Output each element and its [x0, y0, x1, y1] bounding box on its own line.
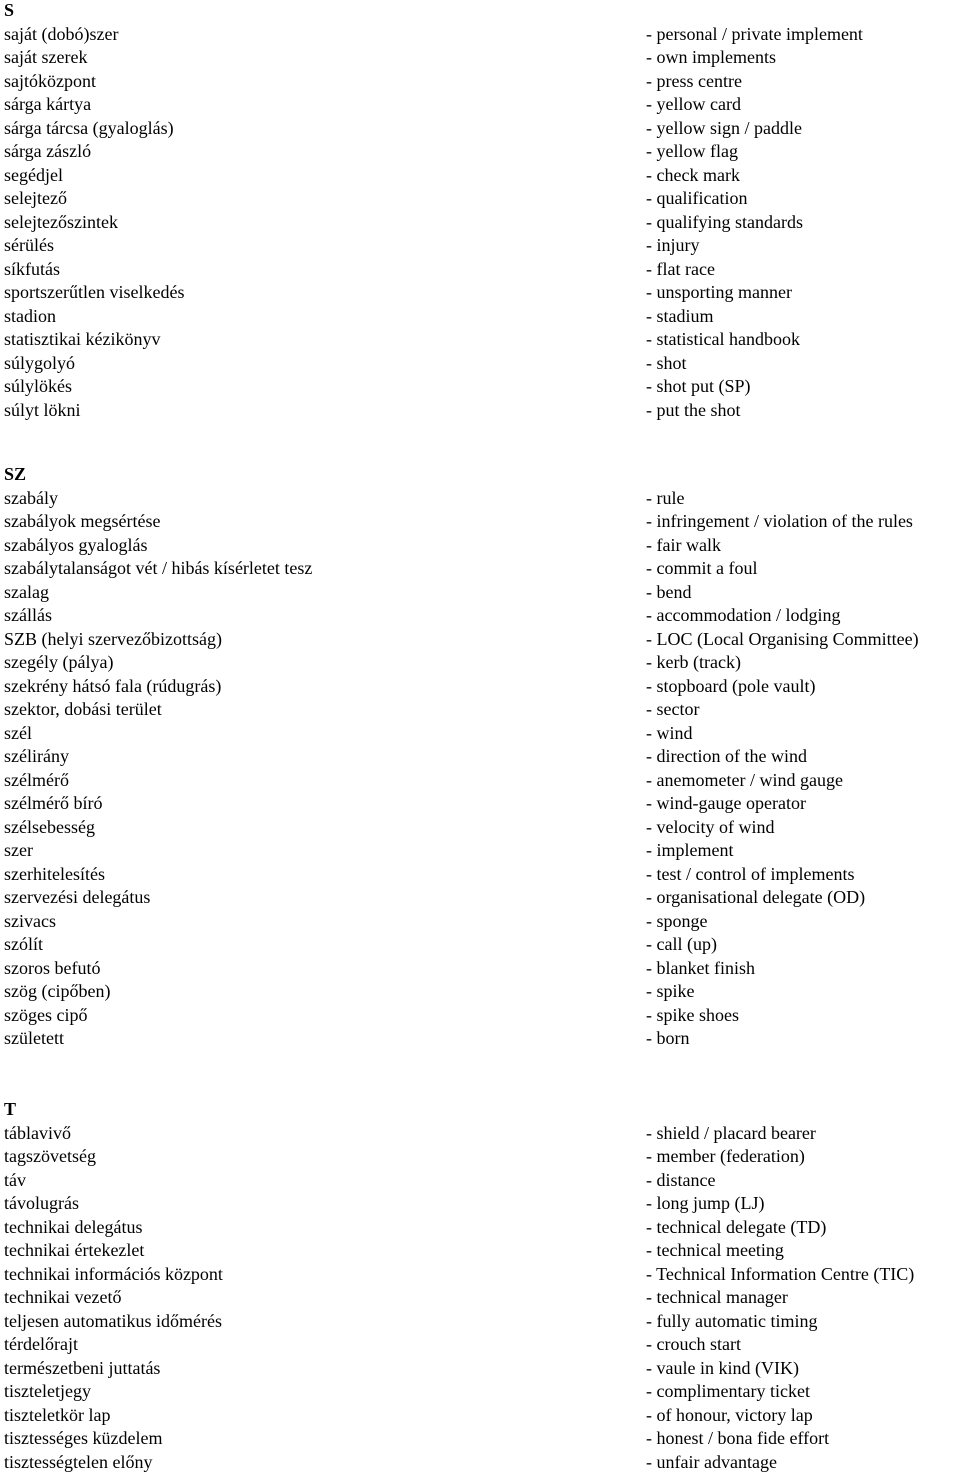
english-term: - yellow flag: [646, 141, 738, 161]
english-term: - put the shot: [646, 399, 741, 420]
hungarian-term: szektor, dobási terület: [4, 699, 162, 719]
glossary-entry: [0, 140, 960, 164]
english-term: - velocity of wind: [646, 816, 775, 837]
hungarian-term: súlygolyó: [4, 352, 76, 373]
english-term: - infringement / violation of the rules: [646, 511, 913, 531]
hungarian-term: szervezési delegátus: [4, 887, 151, 907]
english-term: - kerb (track): [646, 652, 741, 672]
hungarian-term: szerhitelesítés: [4, 863, 105, 884]
english-term: - direction of the wind: [646, 746, 807, 766]
glossary-entry: [0, 839, 960, 863]
glossary-entry: [0, 328, 960, 352]
english-term: - commit a foul: [646, 558, 758, 578]
glossary-entry: [0, 769, 960, 793]
hungarian-term: síkfutás: [4, 258, 60, 279]
english-term: - yellow sign / paddle: [646, 117, 802, 138]
english-term: - anemometer / wind gauge: [646, 769, 843, 790]
glossary-entry: [0, 117, 960, 141]
english-term: - press centre: [646, 70, 742, 91]
glossary-entry: [0, 698, 960, 722]
glossary-entry: [0, 604, 960, 628]
hungarian-term: selejtező: [4, 188, 67, 208]
glossary-entry: [0, 46, 960, 70]
hungarian-term: statisztikai kézikönyv: [4, 329, 161, 349]
english-term: - vaule in kind (VIK): [646, 1357, 799, 1378]
glossary-entry: [0, 1169, 960, 1193]
glossary-entry: [0, 510, 960, 534]
english-term: - Technical Information Centre (TIC): [646, 1263, 915, 1284]
english-term: - crouch start: [646, 1334, 741, 1354]
hungarian-term: távolugrás: [4, 1193, 79, 1213]
glossary-entry: [0, 1451, 960, 1475]
glossary-entry: [0, 352, 960, 376]
glossary-entry: [0, 1027, 960, 1051]
glossary-entry: [0, 933, 960, 957]
glossary-entry: [0, 1239, 960, 1263]
glossary-entry: [0, 23, 960, 47]
english-term: - long jump (LJ): [646, 1193, 765, 1213]
english-term: - fully automatic timing: [646, 1310, 818, 1331]
hungarian-term: szabályos gyaloglás: [4, 534, 148, 555]
english-term: - sector: [646, 699, 700, 719]
english-term: - unfair advantage: [646, 1451, 777, 1472]
glossary-entry: [0, 305, 960, 329]
english-term: - complimentary ticket: [646, 1381, 810, 1401]
english-term: - stopboard (pole vault): [646, 675, 816, 696]
glossary-entry: [0, 1192, 960, 1216]
glossary-entry: [0, 534, 960, 558]
english-term: - distance: [646, 1169, 716, 1190]
hungarian-term: természetbeni juttatás: [4, 1357, 161, 1378]
hungarian-term: technikai delegátus: [4, 1216, 143, 1237]
english-term: - check mark: [646, 164, 740, 185]
glossary-entry: [0, 70, 960, 94]
hungarian-term: sportszerűtlen viselkedés: [4, 282, 185, 302]
glossary-entry: [0, 93, 960, 117]
english-term: - technical manager: [646, 1287, 788, 1307]
glossary-entry: [0, 1333, 960, 1357]
glossary-entry: [0, 187, 960, 211]
hungarian-term: szöges cipő: [4, 1004, 88, 1025]
hungarian-term: táblavivő: [4, 1122, 71, 1143]
glossary-entry: [0, 1286, 960, 1310]
hungarian-term: sajtóközpont: [4, 70, 96, 91]
english-term: - implement: [646, 840, 734, 860]
hungarian-term: szélmérő: [4, 769, 69, 790]
glossary-entry: [0, 1145, 960, 1169]
english-term: - unsporting manner: [646, 282, 792, 302]
hungarian-term: szólít: [4, 934, 43, 954]
english-term: - injury: [646, 235, 700, 255]
english-term: - wind: [646, 722, 693, 743]
hungarian-term: szoros befutó: [4, 957, 101, 978]
hungarian-term: táv: [4, 1169, 26, 1190]
english-term: - fair walk: [646, 534, 721, 555]
hungarian-term: szabályok megsértése: [4, 511, 161, 531]
hungarian-term: tiszteletjegy: [4, 1381, 91, 1401]
english-term: - bend: [646, 581, 692, 602]
english-term: - sponge: [646, 910, 708, 931]
hungarian-term: született: [4, 1028, 64, 1048]
hungarian-term: stadion: [4, 305, 56, 326]
hungarian-term: tiszteletkör lap: [4, 1404, 111, 1425]
english-term: - yellow card: [646, 94, 741, 114]
glossary-entry: [0, 651, 960, 675]
glossary-entry: [0, 1380, 960, 1404]
english-term: - stadium: [646, 305, 714, 326]
glossary-entry: [0, 910, 960, 934]
english-term: - spike: [646, 981, 695, 1001]
hungarian-term: szivacs: [4, 910, 56, 931]
hungarian-term: szegély (pálya): [4, 652, 114, 672]
glossary-entry: [0, 1310, 960, 1334]
glossary-entry: [0, 1404, 960, 1428]
glossary-entry: [0, 375, 960, 399]
english-term: - blanket finish: [646, 957, 755, 978]
glossary-entry: [0, 234, 960, 258]
glossary-entry: [0, 211, 960, 235]
hungarian-term: technikai értekezlet: [4, 1240, 145, 1260]
hungarian-term: szög (cipőben): [4, 981, 111, 1001]
glossary-entry: [0, 164, 960, 188]
hungarian-term: sárga zászló: [4, 141, 92, 161]
hungarian-term: selejtezőszintek: [4, 211, 118, 232]
section-heading: T: [4, 1099, 17, 1119]
english-term: - shot: [646, 352, 687, 373]
glossary-entry: [0, 1122, 960, 1146]
hungarian-term: saját szerek: [4, 47, 88, 67]
hungarian-term: szekrény hátsó fala (rúdugrás): [4, 675, 222, 696]
hungarian-term: sárga tárcsa (gyaloglás): [4, 117, 174, 138]
glossary-entry: [0, 722, 960, 746]
section-heading: SZ: [4, 464, 27, 484]
hungarian-term: sérülés: [4, 235, 54, 255]
hungarian-term: szabály: [4, 487, 58, 508]
glossary-entry: [0, 957, 960, 981]
english-term: - honest / bona fide effort: [646, 1428, 830, 1448]
english-term: - technical delegate (TD): [646, 1216, 827, 1237]
english-term: - statistical handbook: [646, 329, 800, 349]
glossary-entry: [0, 675, 960, 699]
english-term: - personal / private implement: [646, 23, 863, 44]
glossary-entry: [0, 886, 960, 910]
english-term: - organisational delegate (OD): [646, 887, 866, 907]
english-term: - qualification: [646, 188, 748, 208]
glossary-entry: [0, 399, 960, 423]
hungarian-term: szélsebesség: [4, 816, 95, 837]
hungarian-term: szélirány: [4, 746, 69, 766]
glossary-entry: [0, 980, 960, 1004]
english-term: - spike shoes: [646, 1004, 739, 1025]
hungarian-term: súlyt lökni: [4, 399, 81, 420]
hungarian-term: súlylökés: [4, 376, 73, 396]
hungarian-term: SZB (helyi szervezőbizottság): [4, 628, 222, 649]
english-term: - qualifying standards: [646, 211, 803, 232]
hungarian-term: sárga kártya: [4, 94, 92, 114]
glossary-entry: [0, 1427, 960, 1451]
english-term: - technical meeting: [646, 1240, 784, 1260]
english-term: - shot put (SP): [646, 376, 751, 396]
hungarian-term: technikai vezető: [4, 1287, 122, 1307]
hungarian-term: szállás: [4, 605, 52, 625]
hungarian-term: tagszövetség: [4, 1146, 96, 1166]
hungarian-term: szalag: [4, 581, 49, 602]
hungarian-term: technikai információs központ: [4, 1263, 223, 1284]
english-term: - member (federation): [646, 1146, 805, 1166]
hungarian-term: saját (dobó)szer: [4, 23, 119, 44]
glossary-entry: [0, 1263, 960, 1287]
english-term: - rule: [646, 487, 685, 508]
glossary-entry: [0, 1004, 960, 1028]
hungarian-term: szélmérő bíró: [4, 793, 103, 813]
english-term: - accommodation / lodging: [646, 605, 841, 625]
glossary-entry: [0, 1357, 960, 1381]
hungarian-term: szer: [4, 840, 33, 860]
english-term: - call (up): [646, 934, 717, 954]
hungarian-term: tisztességes küzdelem: [4, 1428, 163, 1448]
glossary-entry: [0, 557, 960, 581]
glossary-entry: [0, 628, 960, 652]
english-term: - born: [646, 1028, 690, 1048]
glossary-entry: [0, 745, 960, 769]
glossary-entry: [0, 816, 960, 840]
hungarian-term: segédjel: [4, 164, 63, 185]
hungarian-term: térdelőrajt: [4, 1334, 78, 1354]
english-term: - flat race: [646, 258, 715, 279]
english-term: - of honour, victory lap: [646, 1404, 813, 1425]
glossary-entry: [0, 258, 960, 282]
hungarian-term: teljesen automatikus időmérés: [4, 1310, 222, 1331]
glossary-entry: [0, 792, 960, 816]
glossary-entry: [0, 281, 960, 305]
section-heading: S: [4, 0, 15, 20]
glossary-entry: [0, 487, 960, 511]
english-term: - wind-gauge operator: [646, 793, 806, 813]
english-term: - own implements: [646, 47, 776, 67]
glossary-entry: [0, 581, 960, 605]
hungarian-term: szabálytalanságot vét / hibás kísérletet tesz: [4, 558, 313, 578]
glossary-entry: [0, 1216, 960, 1240]
english-term: - LOC (Local Organising Committee): [646, 628, 919, 649]
hungarian-term: szél: [4, 722, 32, 743]
english-term: - shield / placard bearer: [646, 1122, 816, 1143]
hungarian-term: tisztességtelen előny: [4, 1451, 153, 1472]
english-term: - test / control of implements: [646, 863, 855, 884]
glossary-entry: [0, 863, 960, 887]
